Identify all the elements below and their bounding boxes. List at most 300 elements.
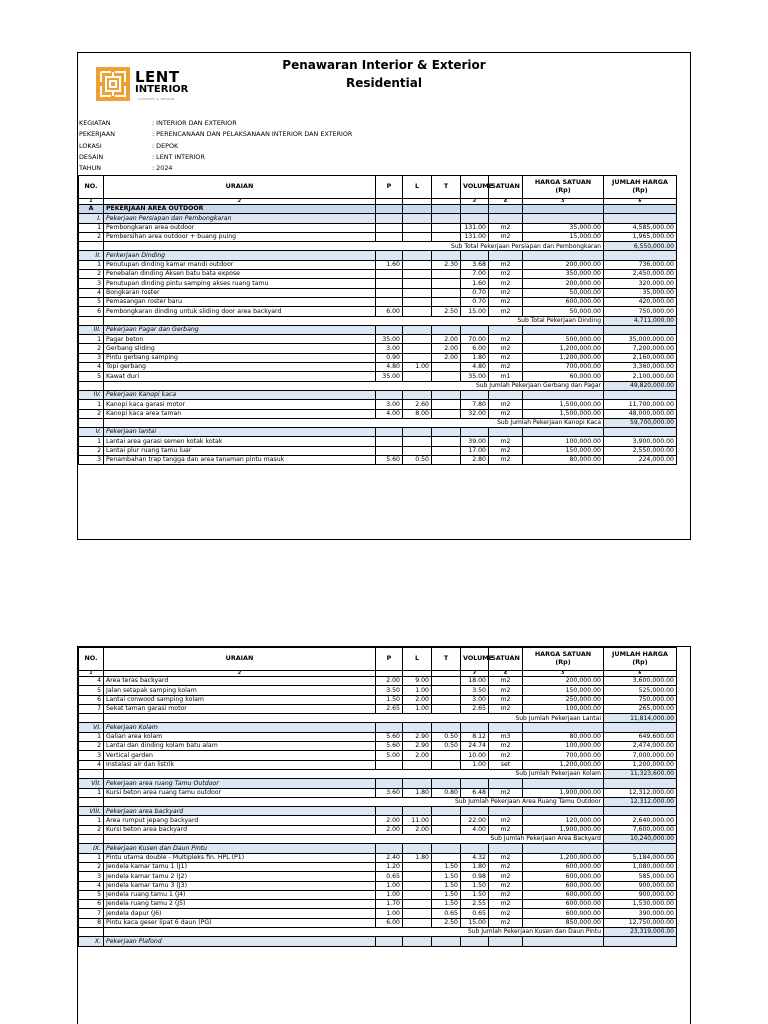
subsection-row <box>79 807 677 816</box>
item-no: 2 <box>79 862 104 871</box>
item-satuan: m2 <box>489 344 523 353</box>
empty-cell <box>604 937 677 946</box>
item-l <box>403 288 432 297</box>
item-jumlah-harga: 900,000.00 <box>604 890 677 899</box>
item-p: 2.00 <box>376 816 403 825</box>
quotation-page-1 <box>77 52 691 540</box>
table-row <box>79 353 677 362</box>
item-satuan: m2 <box>489 909 523 918</box>
item-no: 1 <box>79 400 104 409</box>
item-l <box>403 279 432 288</box>
item-p: 1.00 <box>376 909 403 918</box>
empty-cell <box>489 779 523 788</box>
section-title: PEKERJAAN AREA OUTDOOR <box>104 205 376 214</box>
column-index: 1 <box>79 199 104 205</box>
empty-cell <box>604 325 677 334</box>
subtotal-value: 11,814,000.00 <box>604 714 677 723</box>
item-no: 2 <box>79 742 104 751</box>
item-harga-satuan: 500,000.00 <box>523 335 604 344</box>
subtotal-row <box>79 316 677 325</box>
subsection-title: Pekerjaan Kusen dan Daun Pintu <box>104 844 376 853</box>
item-satuan: m2 <box>489 900 523 909</box>
item-jumlah-harga: 35,000,000.00 <box>604 335 677 344</box>
item-volume: 3.68 <box>461 260 489 269</box>
subsection-no: X. <box>79 937 104 946</box>
item-volume: 3.50 <box>461 686 489 695</box>
item-t <box>432 400 461 409</box>
empty-cell <box>604 723 677 732</box>
item-harga-satuan: 850,000.00 <box>523 918 604 927</box>
empty-cell <box>489 844 523 853</box>
item-satuan: m2 <box>489 456 523 465</box>
col-p: P <box>376 176 403 199</box>
item-l: 11.00 <box>403 816 432 825</box>
col-t: T <box>432 176 461 199</box>
item-volume: 0.65 <box>461 909 489 918</box>
item-t <box>432 270 461 279</box>
empty-cell <box>79 418 104 427</box>
subsection-no: IV. <box>79 390 104 399</box>
item-jumlah-harga: 585,000.00 <box>604 872 677 881</box>
empty-cell <box>523 723 604 732</box>
item-t <box>432 446 461 455</box>
item-p: 2.00 <box>376 825 403 834</box>
item-no: 3 <box>79 279 104 288</box>
item-l <box>403 297 432 306</box>
empty-cell <box>604 779 677 788</box>
empty-cell <box>604 807 677 816</box>
subsection-title: Pekerjaan area ruang Tamu Outdoor <box>104 779 376 788</box>
item-satuan: m2 <box>489 446 523 455</box>
empty-cell <box>432 390 461 399</box>
item-no: 3 <box>79 872 104 881</box>
item-t <box>432 760 461 769</box>
item-harga-satuan: 200,000.00 <box>523 677 604 686</box>
item-volume: 0.70 <box>461 288 489 297</box>
empty-cell <box>432 844 461 853</box>
empty-cell <box>403 214 432 223</box>
empty-cell <box>489 214 523 223</box>
subtotal-row <box>79 928 677 937</box>
empty-cell <box>376 779 403 788</box>
empty-cell <box>79 928 104 937</box>
item-p: 1.20 <box>376 862 403 871</box>
subtotal-value: 12,312,000.00 <box>604 797 677 806</box>
item-l: 9.00 <box>403 677 432 686</box>
empty-cell <box>461 428 489 437</box>
table-row <box>79 270 677 279</box>
item-jumlah-harga: 2,100,000.00 <box>604 372 677 381</box>
item-volume: 1.50 <box>461 890 489 899</box>
empty-cell <box>523 205 604 214</box>
item-t <box>432 363 461 372</box>
item-harga-satuan: 700,000.00 <box>523 751 604 760</box>
item-no: 7 <box>79 909 104 918</box>
item-satuan: m2 <box>489 890 523 899</box>
item-description: Lantai conwood samping kolam <box>104 695 376 704</box>
subsection-row <box>79 844 677 853</box>
item-volume: 15.00 <box>461 307 489 316</box>
empty-cell <box>489 428 523 437</box>
col-l: L <box>403 648 432 671</box>
empty-cell <box>461 325 489 334</box>
item-l <box>403 437 432 446</box>
subtotal-value: 4,711,000.00 <box>604 316 677 325</box>
col-harga-satuan-unit: (Rp) <box>555 186 571 194</box>
subsection-no: VII. <box>79 779 104 788</box>
table-row <box>79 288 677 297</box>
col-l: L <box>403 176 432 199</box>
item-jumlah-harga: 2,450,000.00 <box>604 270 677 279</box>
item-t <box>432 751 461 760</box>
item-volume: 7.80 <box>461 400 489 409</box>
item-p <box>376 270 403 279</box>
empty-cell <box>489 251 523 260</box>
section-no: A <box>79 205 104 214</box>
subtotal-label: Sub Total Pekerjaan Persiapan dan Pembongkaran <box>104 242 604 251</box>
col-jumlah-harga <box>604 176 677 199</box>
item-p <box>376 223 403 232</box>
col-harga-satuan <box>523 176 604 199</box>
empty-cell <box>489 325 523 334</box>
item-harga-satuan: 100,000.00 <box>523 742 604 751</box>
empty-cell <box>79 769 104 778</box>
item-satuan: m2 <box>489 400 523 409</box>
item-p <box>376 760 403 769</box>
item-harga-satuan: 200,000.00 <box>523 279 604 288</box>
empty-cell <box>461 214 489 223</box>
empty-cell <box>432 723 461 732</box>
item-no: 3 <box>79 353 104 362</box>
item-l: 0.50 <box>403 456 432 465</box>
item-description: Instalasi air dan listrik <box>104 760 376 769</box>
item-harga-satuan: 1,200,000.00 <box>523 760 604 769</box>
column-index: 3 <box>461 671 489 677</box>
table-header-row <box>79 648 677 671</box>
table-row <box>79 344 677 353</box>
subtotal-label: Sub Total Pekerjaan Dinding <box>104 316 604 325</box>
item-satuan: m2 <box>489 307 523 316</box>
info-value: : 2024 <box>152 164 173 173</box>
item-no: 5 <box>79 372 104 381</box>
empty-cell <box>376 205 403 214</box>
item-jumlah-harga: 48,000,000.00 <box>604 409 677 418</box>
item-harga-satuan: 1,900,000.00 <box>523 825 604 834</box>
empty-cell <box>403 723 432 732</box>
item-p <box>376 446 403 455</box>
item-satuan: m2 <box>489 353 523 362</box>
empty-cell <box>79 381 104 390</box>
table-row <box>79 816 677 825</box>
item-satuan: m2 <box>489 409 523 418</box>
item-p <box>376 288 403 297</box>
project-info <box>78 119 690 175</box>
item-description: Kursi beton area ruang tamu outdoor <box>104 788 376 797</box>
item-l <box>403 307 432 316</box>
empty-cell <box>523 807 604 816</box>
subsection-row <box>79 937 677 946</box>
col-no: NO. <box>79 648 104 671</box>
item-t <box>432 297 461 306</box>
item-jumlah-harga: 3,360,000.00 <box>604 363 677 372</box>
item-l: 2.60 <box>403 400 432 409</box>
empty-cell <box>523 844 604 853</box>
item-satuan: set <box>489 760 523 769</box>
column-index: 2 <box>104 671 376 677</box>
item-harga-satuan: 1,200,000.00 <box>523 344 604 353</box>
item-p: 5.00 <box>376 751 403 760</box>
item-harga-satuan: 250,000.00 <box>523 695 604 704</box>
item-l <box>403 372 432 381</box>
item-p <box>376 279 403 288</box>
item-l: 1.00 <box>403 363 432 372</box>
empty-cell <box>461 937 489 946</box>
item-p: 3.00 <box>376 400 403 409</box>
item-t: 0.80 <box>432 788 461 797</box>
table-row <box>79 686 677 695</box>
item-harga-satuan: 1,200,000.00 <box>523 353 604 362</box>
empty-cell <box>403 390 432 399</box>
item-t: 0.50 <box>432 742 461 751</box>
subtotal-row <box>79 242 677 251</box>
item-description: Jendela ruang tamu 1 (J4) <box>104 890 376 899</box>
item-description: Penebalan dinding Aksen batu bata expose <box>104 270 376 279</box>
item-t: 2.30 <box>432 260 461 269</box>
item-satuan: m2 <box>489 437 523 446</box>
item-volume: 3.00 <box>461 695 489 704</box>
item-harga-satuan: 35,000.00 <box>523 223 604 232</box>
item-satuan: m2 <box>489 825 523 834</box>
item-description: Area rumput jepang backyard <box>104 816 376 825</box>
item-p: 3.60 <box>376 788 403 797</box>
item-jumlah-harga: 7,000,000.00 <box>604 751 677 760</box>
quotation-table-1 <box>78 175 677 465</box>
item-satuan: m2 <box>489 288 523 297</box>
item-t <box>432 409 461 418</box>
item-no: 1 <box>79 732 104 741</box>
item-volume: 24.74 <box>461 742 489 751</box>
item-description: Kawat duri <box>104 372 376 381</box>
item-satuan: m2 <box>489 881 523 890</box>
table-row <box>79 437 677 446</box>
item-p: 1.50 <box>376 695 403 704</box>
col-satuan: SATUAN <box>489 648 523 671</box>
item-jumlah-harga: 2,640,000.00 <box>604 816 677 825</box>
item-no: 4 <box>79 363 104 372</box>
logo-subtitle: INTERIOR <box>135 84 189 95</box>
empty-cell <box>604 205 677 214</box>
item-volume: 0.98 <box>461 872 489 881</box>
col-volume: VOLUME <box>461 648 489 671</box>
col-volume: VOLUME <box>461 176 489 199</box>
table-row <box>79 446 677 455</box>
table-row <box>79 890 677 899</box>
item-satuan: m2 <box>489 363 523 372</box>
column-index: 4 <box>489 199 523 205</box>
col-harga-satuan-label: HARGA SATUAN <box>534 178 592 187</box>
table-row <box>79 307 677 316</box>
empty-cell <box>403 251 432 260</box>
item-p: 6.00 <box>376 307 403 316</box>
subsection-row <box>79 325 677 334</box>
subsection-row <box>79 779 677 788</box>
item-volume: 1.60 <box>461 279 489 288</box>
subtotal-row <box>79 797 677 806</box>
item-no: 2 <box>79 825 104 834</box>
item-description: Kanopi kaca area taman <box>104 409 376 418</box>
item-no: 1 <box>79 816 104 825</box>
document-subtitle: Residential <box>346 76 422 90</box>
item-no: 2 <box>79 232 104 241</box>
empty-cell <box>79 835 104 844</box>
subsection-title: Pekerjaan Kanopi kaca <box>104 390 376 399</box>
item-t <box>432 232 461 241</box>
col-jumlah-harga-label: JUMLAH HARGA <box>612 178 668 187</box>
table-row <box>79 372 677 381</box>
subsection-row <box>79 251 677 260</box>
item-volume: 4.00 <box>461 825 489 834</box>
empty-cell <box>432 205 461 214</box>
item-t <box>432 456 461 465</box>
item-l <box>403 446 432 455</box>
empty-cell <box>461 251 489 260</box>
item-t: 2.00 <box>432 353 461 362</box>
item-l <box>403 872 432 881</box>
col-harga-satuan <box>523 648 604 671</box>
item-no: 8 <box>79 918 104 927</box>
item-satuan: m2 <box>489 335 523 344</box>
item-jumlah-harga: 7,200,000.00 <box>604 344 677 353</box>
column-index: 5 <box>523 199 604 205</box>
subsection-row <box>79 214 677 223</box>
item-p <box>376 232 403 241</box>
item-l <box>403 862 432 871</box>
item-l: 2.00 <box>403 825 432 834</box>
table-row <box>79 872 677 881</box>
item-p: 1.60 <box>376 260 403 269</box>
item-description: Bongkaran roster <box>104 288 376 297</box>
item-harga-satuan: 1,500,000.00 <box>523 409 604 418</box>
item-description: Pembongkaran area outdoor <box>104 223 376 232</box>
item-l <box>403 260 432 269</box>
empty-cell <box>523 937 604 946</box>
table-row <box>79 363 677 372</box>
item-harga-satuan: 15,000.00 <box>523 232 604 241</box>
item-jumlah-harga: 2,474,000.00 <box>604 742 677 751</box>
item-jumlah-harga: 1,080,000.00 <box>604 862 677 871</box>
item-t: 2.50 <box>432 918 461 927</box>
item-p: 0.65 <box>376 872 403 881</box>
item-volume: 18.00 <box>461 677 489 686</box>
item-satuan: m2 <box>489 260 523 269</box>
info-label: DESAIN <box>79 152 104 161</box>
table-row <box>79 297 677 306</box>
table-header-row <box>79 176 677 199</box>
empty-cell <box>79 797 104 806</box>
item-jumlah-harga: 12,312,000.00 <box>604 788 677 797</box>
empty-cell <box>461 844 489 853</box>
item-description: Lantai plur ruang tamu luar <box>104 446 376 455</box>
table-row <box>79 704 677 713</box>
column-index: 4 <box>489 671 523 677</box>
item-no: 4 <box>79 881 104 890</box>
subtotal-row <box>79 769 677 778</box>
item-harga-satuan: 150,000.00 <box>523 446 604 455</box>
item-description: Gerbang sliding <box>104 344 376 353</box>
item-description: Jalan setapak samping kolam <box>104 686 376 695</box>
column-index: 6 <box>604 199 677 205</box>
item-volume: 131.00 <box>461 232 489 241</box>
item-t <box>432 686 461 695</box>
subtotal-value: 6,550,000.00 <box>604 242 677 251</box>
item-t <box>432 704 461 713</box>
item-volume: 2.65 <box>461 704 489 713</box>
subsection-title: Perkerjaan Dinding <box>104 251 376 260</box>
item-no: 1 <box>79 335 104 344</box>
table-row <box>79 223 677 232</box>
item-no: 1 <box>79 853 104 862</box>
subtotal-value: 10,240,000.00 <box>604 835 677 844</box>
item-description: Pintu utama double - Multipleks fin. HPL (P1) <box>104 853 376 862</box>
subtotal-label: Sub Jumlah Pekerjaan Gerbang dan Pagar <box>104 381 604 390</box>
empty-cell <box>403 325 432 334</box>
table-row <box>79 909 677 918</box>
item-description: Pembersihan area outdoor + buang puing <box>104 232 376 241</box>
item-l: 2.90 <box>403 742 432 751</box>
item-jumlah-harga: 3,900,000.00 <box>604 437 677 446</box>
quotation-page-2 <box>77 646 691 1024</box>
item-satuan: m2 <box>489 223 523 232</box>
item-t <box>432 853 461 862</box>
subsection-no: I. <box>79 214 104 223</box>
item-jumlah-harga: 1,965,000.00 <box>604 232 677 241</box>
item-description: Penutupan dinding kamar mandi outdoor <box>104 260 376 269</box>
document-title: Penawaran Interior & Exterior <box>282 58 486 72</box>
item-no: 5 <box>79 297 104 306</box>
item-description: Lantai dan dinding kolam batu alam <box>104 742 376 751</box>
item-p: 2.65 <box>376 704 403 713</box>
info-value: : LENT INTERIOR <box>152 152 205 161</box>
table-row <box>79 862 677 871</box>
empty-cell <box>403 428 432 437</box>
item-description: Jendela kamar tamu 2 (J2) <box>104 872 376 881</box>
column-index: 5 <box>523 671 604 677</box>
empty-cell <box>461 807 489 816</box>
item-satuan: m2 <box>489 853 523 862</box>
empty-cell <box>604 251 677 260</box>
item-l: 1.80 <box>403 853 432 862</box>
section-row <box>79 205 677 214</box>
item-jumlah-harga: 1,200,000.00 <box>604 760 677 769</box>
item-l: 2.00 <box>403 695 432 704</box>
item-jumlah-harga: 35,000.00 <box>604 288 677 297</box>
column-index: 6 <box>604 671 677 677</box>
table-row <box>79 232 677 241</box>
item-l: 2.00 <box>403 751 432 760</box>
subtotal-value: 59,700,000.00 <box>604 418 677 427</box>
item-l <box>403 353 432 362</box>
item-volume: 17.00 <box>461 446 489 455</box>
item-description: Jendela ruang tamu 2 (J5) <box>104 900 376 909</box>
item-no: 4 <box>79 677 104 686</box>
empty-cell <box>403 937 432 946</box>
item-jumlah-harga: 7,600,000.00 <box>604 825 677 834</box>
empty-cell <box>604 844 677 853</box>
item-description: Sekat taman garasi motor <box>104 704 376 713</box>
item-no: 6 <box>79 695 104 704</box>
item-harga-satuan: 60,000.00 <box>523 372 604 381</box>
item-l <box>403 223 432 232</box>
